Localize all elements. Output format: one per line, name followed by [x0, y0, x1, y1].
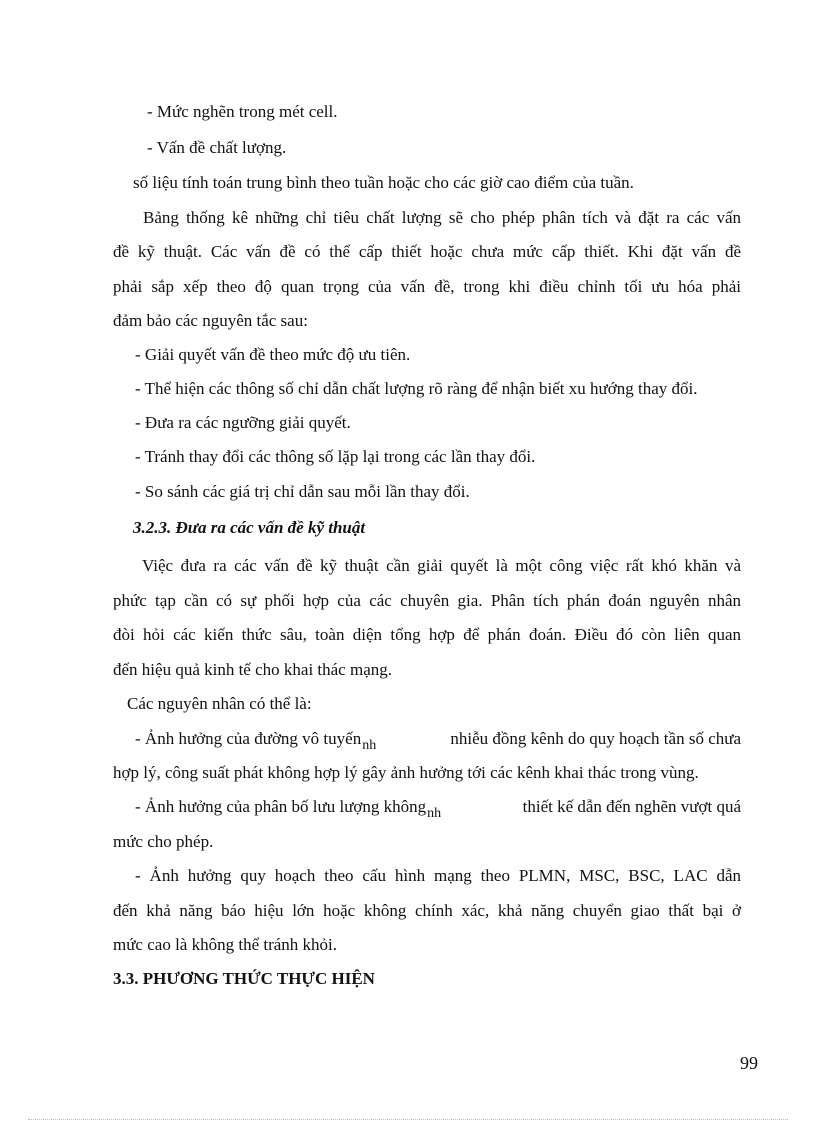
para1-line-1: Bảng thống kê những chỉ tiêu chất lượng sẽ cho phép phân tích và đặt ra các vấn [143, 208, 741, 227]
intro-line: số liệu tính toán trung bình theo tuần hoặc cho các giờ cao điểm của tuần. [133, 173, 634, 192]
cause-2-lead: - Ảnh hưởng của phân bố lưu lượng không [135, 797, 427, 816]
cause-1-lead: - Ảnh hưởng của đường vô tuyến [135, 729, 362, 748]
principle-1: - Giải quyết vấn đề theo mức độ ưu tiên. [135, 345, 411, 364]
bullet-congestion: - Mức nghẽn trong mét cell. [147, 102, 338, 121]
principle-5: - So sánh các giá trị chỉ dẫn sau mỗi lần thay đổi. [135, 482, 470, 501]
cause-1-line-1 [135, 728, 741, 752]
section-heading-3-2-3: 3.2.3. Đưa ra các vấn đề kỹ thuật [133, 518, 366, 537]
cause-1-subscript: nh [362, 738, 377, 753]
cause-3-line-2: đến khả năng báo hiệu lớn hoặc không chính xác, khả năng chuyển giao thất bại ở [113, 901, 741, 920]
principle-4: - Tránh thay đổi các thông số lặp lại trong các lần thay đổi. [135, 447, 536, 466]
page-number: 99 [740, 1053, 758, 1073]
para2-line-3: đòi hỏi các kiến thức sâu, toàn diện tổng hợp để phán đoán. Điều đó còn liên quan [113, 625, 741, 644]
para2-line-4: đến hiệu quả kinh tế cho khai thác mạng. [113, 660, 392, 679]
cause-3-line-1: - Ảnh hưởng quy hoạch theo cấu hình mạng theo PLMN, MSC, BSC, LAC dẫn [135, 866, 741, 885]
section-heading-3-3: 3.3. PHƯƠNG THỨC THỰC HIỆN [113, 969, 375, 988]
cause-1-tail: nhiễu đồng kênh do quy hoạch tần số chưa [450, 729, 741, 748]
principle-2: - Thể hiện các thông số chỉ dẫn chất lượng rõ ràng để nhận biết xu hướng thay đổi. [135, 379, 698, 398]
cause-2-line-1 [135, 796, 741, 820]
bullet-quality: - Vấn đề chất lượng. [147, 138, 287, 157]
cause-3-line-3: mức cao là không thể tránh khỏi. [113, 935, 338, 954]
cause-1-line-2: hợp lý, công suất phát không hợp lý gây ảnh hưởng tới các kênh khai thác trong vùng. [113, 763, 699, 782]
para2-line-1: Việc đưa ra các vấn đề kỹ thuật cần giải quyết là một công việc rất khó khăn và [142, 556, 741, 575]
footer-divider [28, 1119, 788, 1120]
cause-2-line-2: mức cho phép. [113, 832, 214, 851]
cause-2-tail: thiết kế dẫn đến nghẽn vượt quá [522, 797, 741, 816]
para1-line-2: đề kỹ thuật. Các vấn đề có thể cấp thiết hoặc chưa mức cấp thiết. Khi đặt vấn đề [113, 242, 741, 261]
para1-line-3: phải sắp xếp theo độ quan trọng của vấn đề, trong khi điều chỉnh tối ưu hóa phải [113, 277, 741, 296]
principle-3: - Đưa ra các ngưỡng giải quyết. [135, 413, 351, 432]
para1-line-4: đảm bảo các nguyên tắc sau: [113, 311, 308, 330]
causes-intro: Các nguyên nhân có thể là: [127, 694, 312, 713]
para2-line-2: phức tạp cần có sự phối hợp của các chuyên gia. Phân tích phán đoán nguyên nhân [113, 591, 741, 610]
cause-2-subscript: nh [427, 806, 442, 821]
